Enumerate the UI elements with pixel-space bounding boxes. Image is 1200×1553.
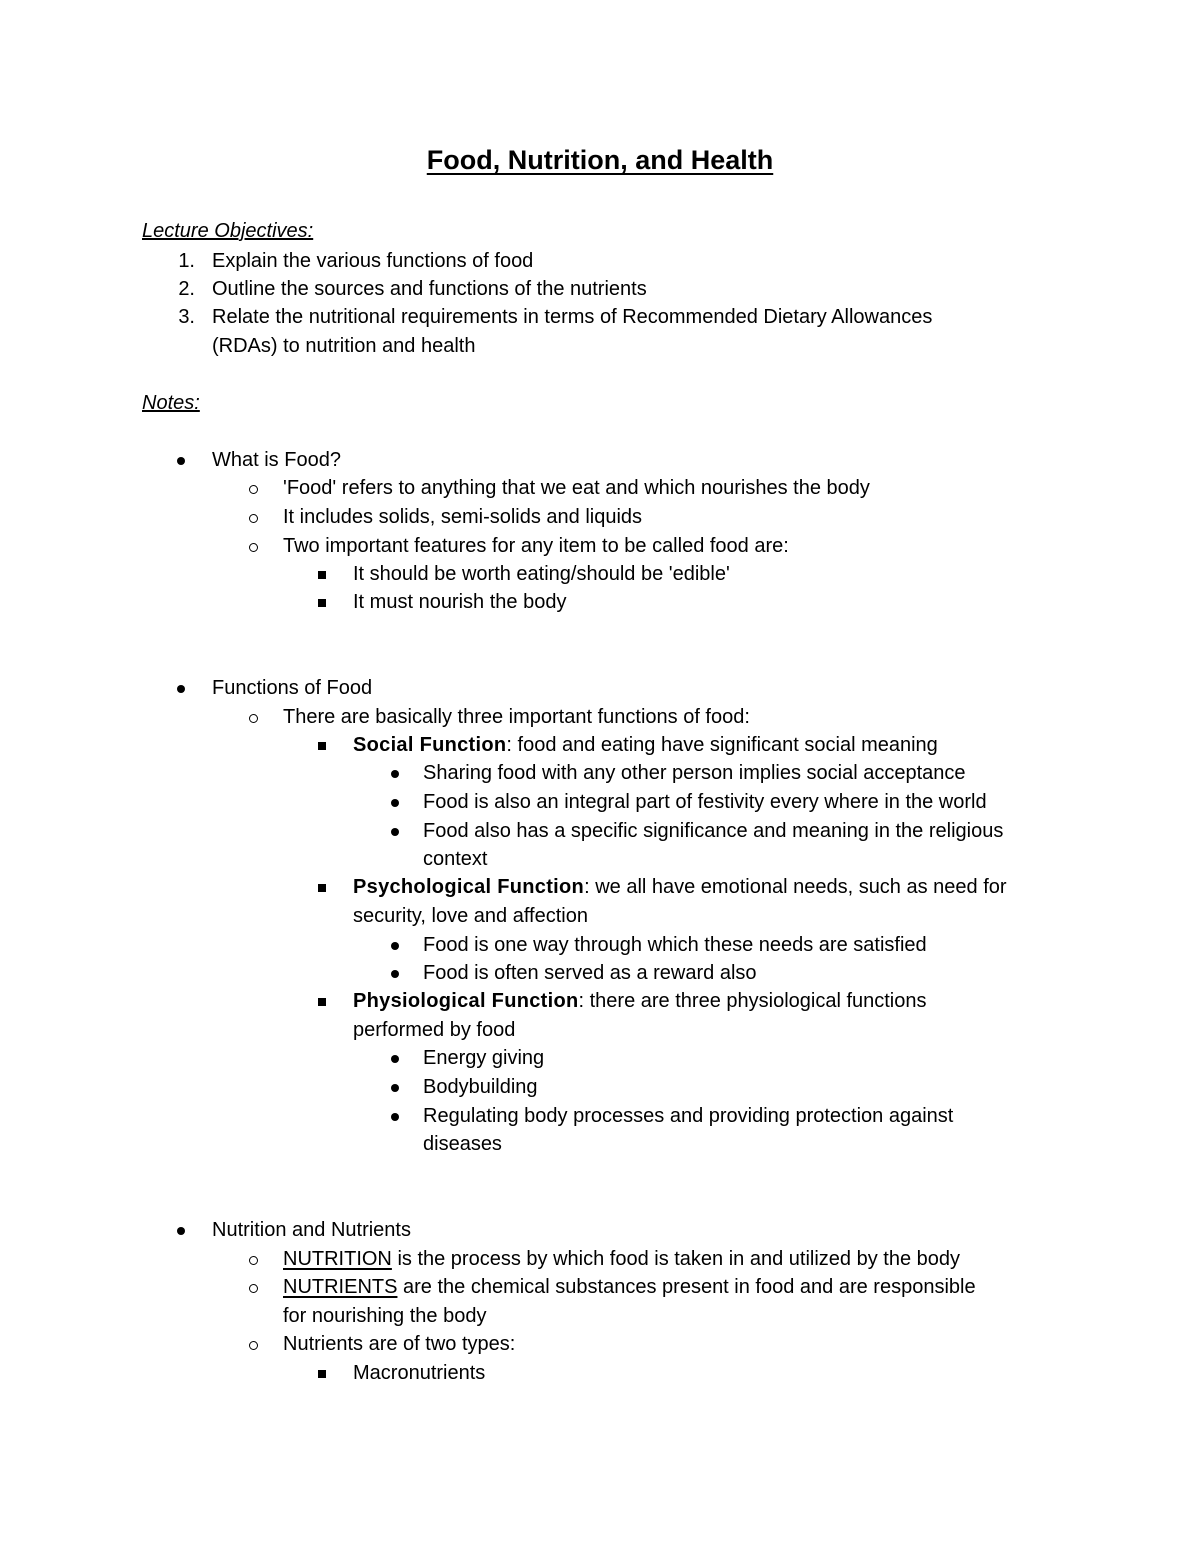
objective-number: 1. (178, 250, 195, 272)
term: NUTRIENTS (283, 1276, 398, 1298)
notes-heading: Notes: (142, 392, 200, 414)
term-description: : food and eating have significant social meaning (506, 734, 938, 756)
objective-item: Outline the sources and functions of the nutrients (212, 278, 647, 300)
list-item-social-function (353, 733, 938, 757)
list-item-nutrients-definition (283, 1275, 976, 1299)
list-item: Energy giving (423, 1047, 545, 1069)
bullet-disc-icon (177, 685, 185, 693)
term: Psychological Function (353, 876, 585, 898)
list-item: Food is often served as a reward also (423, 962, 757, 984)
list-item: Two important features for any item to be called food are: (283, 535, 789, 557)
term-description: : there are three physiological functions (578, 990, 927, 1012)
bullet-square-icon (318, 998, 326, 1006)
list-item-continuation: security, love and affection (353, 905, 588, 927)
list-item-continuation: for nourishing the body (283, 1305, 487, 1327)
list-item: Food is also an integral part of festivity every where in the world (423, 791, 987, 813)
bullet-disc-icon (391, 970, 399, 978)
list-item: Macronutrients (353, 1362, 486, 1384)
bullet-circle-icon (249, 543, 258, 552)
list-item-continuation: context (423, 848, 488, 870)
list-item: Food is one way through which these needs are satisfied (423, 934, 927, 956)
list-item: There are basically three important functions of food: (283, 706, 750, 728)
term-description: are the chemical substances present in food and are responsible (397, 1276, 976, 1298)
objective-item: Explain the various functions of food (212, 250, 534, 272)
bullet-circle-icon (249, 485, 258, 494)
list-item: Regulating body processes and providing protection against (423, 1105, 954, 1127)
list-item: Nutrients are of two types: (283, 1333, 516, 1355)
term: Social Function (353, 734, 507, 756)
objective-number: 3. (178, 306, 195, 328)
bullet-circle-icon (249, 1341, 258, 1350)
list-item-physiological-function (353, 989, 927, 1013)
bullet-square-icon (318, 571, 326, 579)
list-item: It includes solids, semi-solids and liquids (283, 506, 643, 528)
term: NUTRITION (283, 1248, 392, 1270)
bullet-disc-icon (391, 770, 399, 778)
bullet-disc-icon (177, 457, 185, 465)
bullet-square-icon (318, 1370, 326, 1378)
objectives-heading: Lecture Objectives: (142, 220, 314, 242)
bullet-disc-icon (391, 1113, 399, 1121)
list-item-continuation: diseases (423, 1133, 502, 1155)
bullet-disc-icon (391, 942, 399, 950)
bullet-disc-icon (391, 1084, 399, 1092)
list-item-continuation: performed by food (353, 1019, 516, 1041)
list-item: Functions of Food (212, 677, 373, 699)
list-item-nutrition-definition (283, 1247, 960, 1271)
bullet-circle-icon (249, 1256, 258, 1265)
list-item: Bodybuilding (423, 1076, 538, 1098)
bullet-disc-icon (177, 1227, 185, 1235)
list-item: What is Food? (212, 449, 341, 471)
list-item: Food also has a specific significance and meaning in the religious (423, 820, 1004, 842)
bullet-disc-icon (391, 1055, 399, 1063)
term-description: : we all have emotional needs, such as need for (584, 876, 1007, 898)
list-item: It should be worth eating/should be 'edible' (353, 563, 730, 585)
bullet-square-icon (318, 742, 326, 750)
bullet-disc-icon (391, 799, 399, 807)
term: Physiological Function (353, 990, 579, 1012)
list-item: Nutrition and Nutrients (212, 1219, 411, 1241)
objective-item: Relate the nutritional requirements in terms of Recommended Dietary Allowances (212, 306, 933, 328)
bullet-circle-icon (249, 714, 258, 723)
bullet-circle-icon (249, 1284, 258, 1293)
objective-number: 2. (178, 278, 195, 300)
list-item: It must nourish the body (353, 591, 567, 613)
bullet-square-icon (318, 884, 326, 892)
bullet-disc-icon (391, 828, 399, 836)
list-item: Sharing food with any other person implies social acceptance (423, 762, 966, 784)
list-item: 'Food' refers to anything that we eat and which nourishes the body (283, 477, 870, 499)
bullet-square-icon (318, 599, 326, 607)
list-item-psychological-function (353, 875, 1007, 899)
page-title: Food, Nutrition, and Health (426, 145, 774, 175)
objective-item-continuation: (RDAs) to nutrition and health (212, 335, 476, 357)
term-description: is the process by which food is taken in and utilized by the body (391, 1248, 960, 1270)
bullet-circle-icon (249, 514, 258, 523)
